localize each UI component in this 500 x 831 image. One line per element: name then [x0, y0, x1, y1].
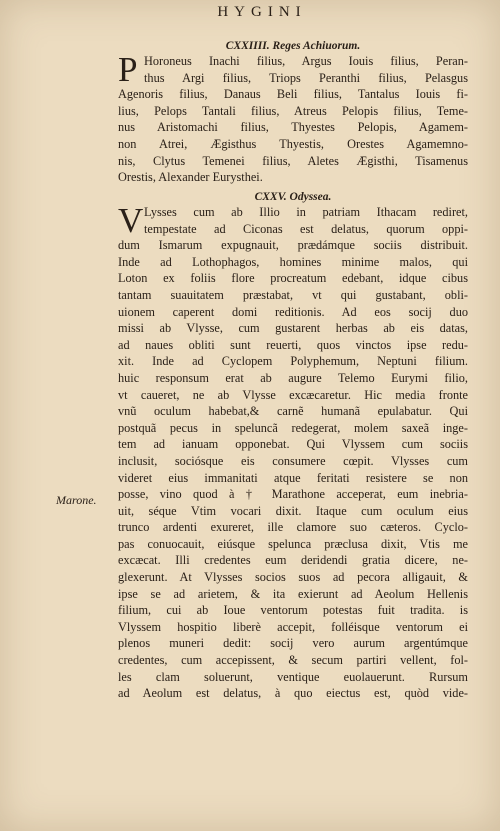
drop-cap: V: [118, 201, 144, 240]
text-line: postquã pecus in speluncã redegerat, molem saxeã inge-: [118, 420, 468, 435]
text-line: thus Argi filius, Triops Peranthi filius, Pelasgus: [144, 70, 468, 85]
text-line: Vlyssem hospitio liberè accepit, folléisque ventorum ei: [118, 619, 468, 634]
text-line: ad naues obliti sunt reuerti, quos vinctos ipse redu-: [118, 337, 468, 352]
text-line: Inde ad Lothophagos, homines minime malos, qui: [118, 254, 468, 269]
text-line: lius, Pelops Tantali filius, Atreus Pelopis filius, Teme-: [118, 103, 468, 118]
chapter-heading: CXXV. Odyssea.: [254, 191, 332, 203]
text-line: Horoneus Inachi filius, Argus Iouis filius, Peran-: [144, 54, 468, 68]
text-line: Orestis, Alexander Eurysthei.: [118, 170, 263, 185]
text-line: plenos muneri dedit: socij vero aurum argentúmque: [118, 636, 468, 651]
text-line: uit, séque Vtim vocari dixit. Itaque cum oculum eius: [118, 503, 468, 518]
text-line: videret eius immanitati atque feritati resistere se non: [118, 470, 468, 485]
text-line: trunco ardenti exureret, ille clamore suo cæteros. Cyclo-: [118, 520, 468, 535]
margin-note: Marone.: [56, 493, 97, 507]
text-line: ad Aeolum est delatus, à quo eiectus est, quòd vide-: [118, 686, 468, 701]
text-line: tem ad ianuam opponebat. Qui Vlyssem cum sociis: [118, 437, 468, 452]
text-line: dum Ismarum expugnauit, prædámque sociis distribuit.: [118, 238, 468, 253]
text-line: ipse se ad arietem, & ita exierunt ad Aeolum Hellenis: [118, 586, 468, 601]
chapter-heading: CXXIIII. Reges Achiuorum.: [225, 40, 361, 52]
text-line: credentes, cum accepissent, & secum partiri vellent, fol-: [118, 653, 468, 668]
text-line: Agenoris filius, Danaus Beli filius, Tantalus Iouis fi-: [118, 87, 468, 102]
text-line: Loton ex foliis flore procreatum edebant, idque cibus: [118, 271, 468, 286]
section-odyssea: [118, 190, 468, 702]
chapter-body: [118, 50, 468, 186]
text-line: posse, vino quod à † Marathone acceperat, eum inebria-: [118, 487, 468, 502]
text-line: tantam suauitatem præstabat, vt qui gustabant, obli-: [118, 287, 468, 302]
text-line: missi ab Vlysse, cum gustarent herbas ab eis datas,: [118, 321, 468, 336]
text-line: pas conuocauit, eiúsque spelunca præclusa dixit, Vtis me: [118, 536, 468, 551]
running-head: HYGINI: [217, 4, 307, 20]
text-line: Lysses cum ab Illio in patriam Ithacam rediret,: [144, 205, 468, 219]
text-line: huic responsum erat ab augure Telemo Eurymi filio,: [118, 370, 468, 385]
text-line: les clam soluerunt, ventique euolauerunt. Rursum: [118, 669, 468, 684]
text-line: nus Aristomachi filius, Thyestes Pelopis, Agamem-: [118, 120, 468, 135]
text-line: tempestate ad Ciconas est delatus, quorum oppi-: [144, 221, 468, 236]
text-line: uionem caperent domi reditionis. Ad eos socij duo: [118, 304, 468, 319]
text-line: vt caueret, ne ab Vlysse excæcaretur. Hic media fronte: [118, 387, 468, 402]
text-line: excæcat. Illi credentes eum deridendi gratia dicere, ne-: [118, 553, 468, 568]
text-line: inclusit, sociósque eis consumere cœpit. Vlysses cum: [118, 453, 468, 468]
text-line: non Atrei, Ægisthus Thyestis, Orestes Agamemno-: [118, 136, 468, 151]
chapter-body: [118, 201, 468, 702]
text-line: filium, cui ab Ioue ventorum potestas fuit tradita. is: [118, 603, 468, 618]
text-line: xit. Inde ad Cyclopem Polyphemum, Neptuni filium.: [118, 354, 468, 369]
text-line: nis, Clytus Temenei filius, Aletes Ægisthi, Tisamenus: [118, 153, 468, 168]
drop-cap: P: [118, 50, 138, 89]
text-line: vnũ oculum habebat,& carnẽ humanã epulabatur. Qui: [118, 404, 468, 419]
section-reges-achiuorum: [118, 39, 468, 186]
text-line: glexerunt. At Vlysses socios suos ad pecora alligauit, &: [118, 570, 468, 585]
